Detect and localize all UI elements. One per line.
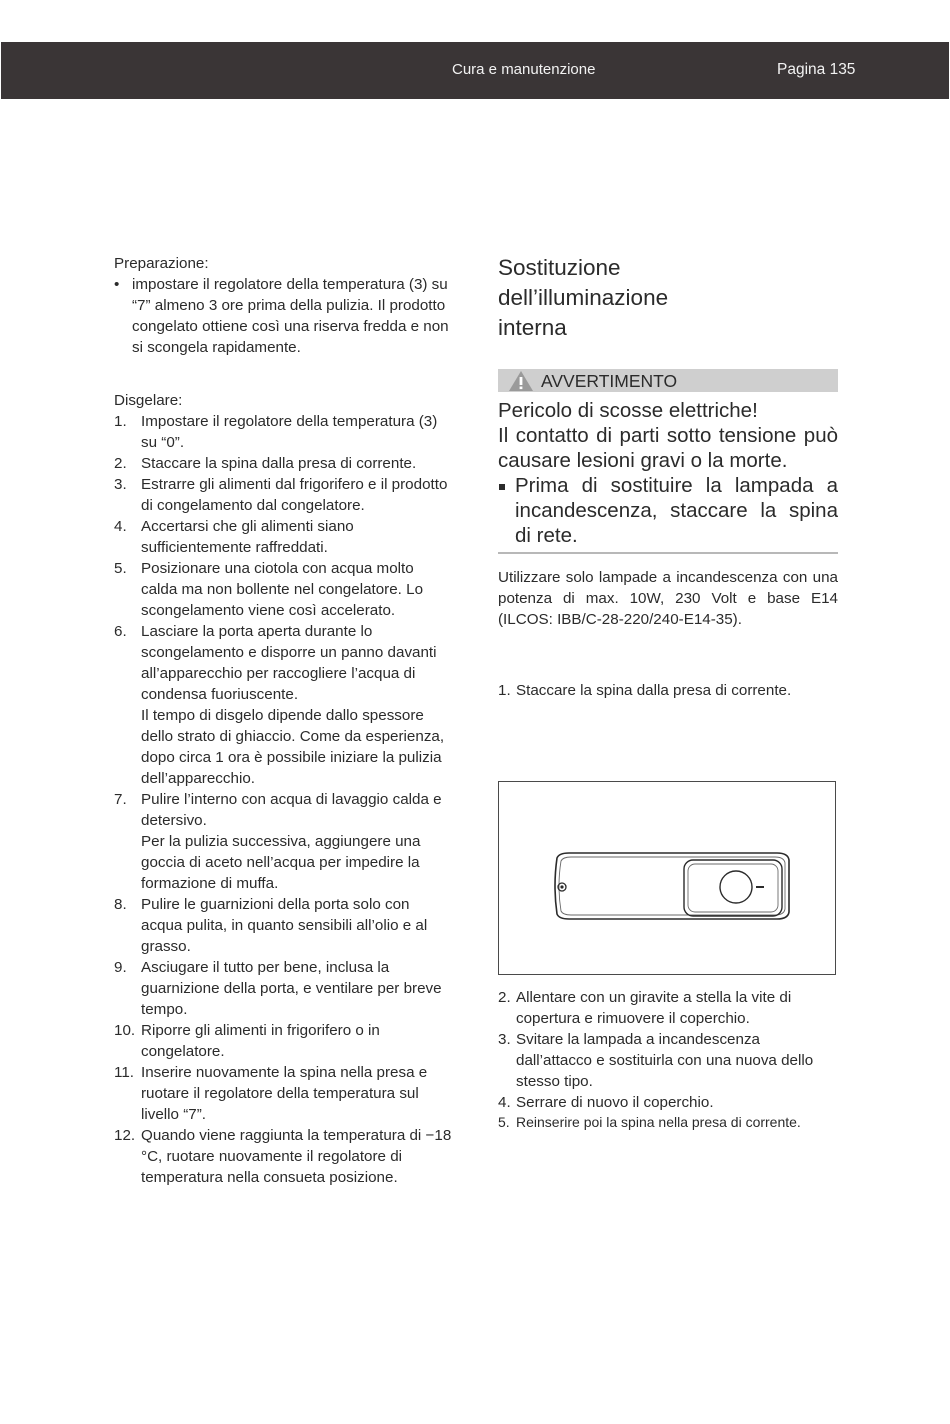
replacement-steps <box>498 987 838 1132</box>
list-item: 5. Reinserire poi la spina nella presa di corrente. <box>498 1114 801 1130</box>
section-title: Sostituzione dell’illuminazione interna <box>498 255 669 340</box>
list-item: 10. Riporre gli alimenti in frigorifero o in congelatore. <box>114 1022 380 1060</box>
replacement-steps-first <box>498 680 838 701</box>
list-item: 12. Quando viene raggiunta la temperatura di −18 °C, ruotare nuovamente il regolatore di temperatura nella consueta posizione. <box>114 1127 452 1186</box>
list-item: 3. Estrarre gli alimenti dal frigorifero e il prodotto di congelamento dal congelatore. <box>114 476 448 514</box>
list-item: 4. Accertarsi che gli alimenti siano sufficientemente raffreddati. <box>114 518 354 556</box>
replacement-steps-continued <box>498 987 838 1132</box>
preparation-list <box>114 274 454 358</box>
lamp-cover-icon <box>499 782 835 974</box>
lamp-spec-text: Utilizzare solo lampade a incandescenza con una potenza di max. 10W, 230 Volt e base E14 (ILCOS: IBB/C-28-220/240-E14-35). <box>498 569 838 628</box>
defrost-label: Disgelare: <box>114 392 183 409</box>
list-item: 6. Lasciare la porta aperta durante lo scongelamento e disporre un panno davanti all’apparecchio per raccogliere l’acqua di condensa fuoriuscente. Il tempo di disgelo dipende dallo spessore dello strato di ghiaccio. Come da esperienza, dopo circa 1 ora è possibile iniziare la pulizia dell’apparecchio. <box>114 623 445 787</box>
list-item: 7. Pulire l’interno con acqua di lavaggio calda e detersivo. Per la pulizia successiva, aggiungere una goccia di aceto nell’acqua per impedire la formazione di muffa. <box>114 791 442 892</box>
list-item: 1. Staccare la spina dalla presa di corrente. <box>498 682 792 699</box>
warning-icon <box>508 370 534 392</box>
list-item: 1. Impostare il regolatore della temperatura (3) su “0”. <box>114 413 438 451</box>
danger-description: Il contatto di parti sotto tensione può causare lesioni gravi o la morte. <box>498 424 838 472</box>
list-item: 5. Posizionare una ciotola con acqua molto calda ma non bollente nel congelatore. Lo scongelamento viene così accelerato. <box>114 560 424 619</box>
header-section-title: Cura e manutenzione <box>452 61 596 78</box>
list-item: 4. Serrare di nuovo il coperchio. <box>498 1094 714 1111</box>
danger-instruction: Prima di sostituire la lampada a incandescenza, staccare la spina di rete. <box>498 473 838 548</box>
divider <box>498 552 838 554</box>
warning-label: AVVERTIMENTO <box>541 371 678 391</box>
warning-bar <box>498 369 838 392</box>
list-item: 2. Staccare la spina dalla presa di corrente. <box>114 455 417 472</box>
lamp-cover-illustration <box>498 781 836 975</box>
list-item: 11. Inserire nuovamente la spina nella presa e ruotare il regolatore della temperatura sul livello “7”. <box>114 1064 428 1123</box>
list-item: 3. Svitare la lampada a incandescenza dall’attacco e sostituirla con una nuova dello stesso tipo. <box>498 1031 814 1090</box>
list-item: • impostare il regolatore della temperatura (3) su “7” almeno 3 ore prima della pulizia. Il prodotto congelato ottiene così una riserva fredda e non si scongela rapidamente. <box>114 276 449 356</box>
left-column <box>114 253 454 1188</box>
list-item: 8. Pulire le guarnizioni della porta solo con acqua pulita, in quanto sensibili all’olio e al grasso. <box>114 896 428 955</box>
defrost-steps <box>114 411 454 1188</box>
danger-title: Pericolo di scosse elettriche! <box>498 399 758 422</box>
right-column <box>498 253 838 701</box>
square-bullet-icon <box>499 484 505 490</box>
danger-notice <box>498 398 838 548</box>
preparation-label: Preparazione: <box>114 255 209 272</box>
list-item: 9. Asciugare il tutto per bene, inclusa la guarnizione della porta, e ventilare per breve tempo. <box>114 959 442 1018</box>
header-page-number: Pagina 135 <box>777 61 856 78</box>
list-item: 2. Allentare con un giravite a stella la vite di copertura e rimuovere il coperchio. <box>498 989 792 1027</box>
